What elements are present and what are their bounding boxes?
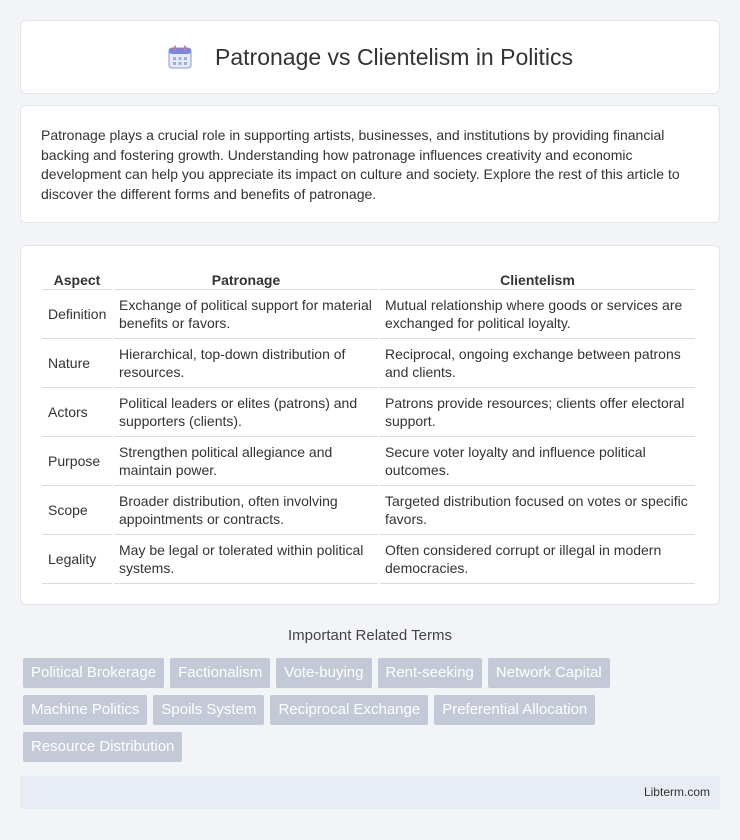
aspect-cell: Scope [42,486,112,535]
intro-card [20,105,720,223]
header-aspect: Aspect [42,266,112,290]
related-term-tag[interactable]: Political Brokerage [23,658,164,688]
comparison-table [40,266,697,584]
clientelism-cell: Reciprocal, ongoing exchange between patrons and clients. [380,339,695,388]
related-term-tag[interactable]: Machine Politics [23,695,147,725]
related-term-tag[interactable]: Preferential Allocation [434,695,595,725]
clientelism-cell: Mutual relationship where goods or services are exchanged for political loyalty. [380,290,695,339]
header-patronage: Patronage [114,266,378,290]
intro-paragraph: Patronage plays a crucial role in supporting artists, businesses, and institutions by providing financial backing and fostering growth. Understanding how patronage influences creativity and economic development can help you appreciate its impact on culture and society. Explore the rest of this article to discover the different forms and benefits of patronage. [41,127,680,202]
patronage-cell: Hierarchical, top-down distribution of resources. [114,339,378,388]
footer-site-link[interactable]: Libterm.com [643,785,710,799]
title-card [20,20,720,94]
calendar-icon [167,44,193,70]
patronage-cell: May be legal or tolerated within political systems. [114,535,378,584]
patronage-cell: Strengthen political allegiance and maintain power. [114,437,378,486]
comparison-card [20,245,720,605]
related-term-tag[interactable]: Vote-buying [276,658,371,688]
aspect-cell: Definition [42,290,112,339]
related-terms-list [23,658,683,762]
clientelism-cell: Often considered corrupt or illegal in modern democracies. [380,535,695,584]
clientelism-cell: Patrons provide resources; clients offer electoral support. [380,388,695,437]
table-row [42,535,695,584]
table-row [42,437,695,486]
patronage-cell: Exchange of political support for material benefits or favors. [114,290,378,339]
patronage-cell: Political leaders or elites (patrons) and supporters (clients). [114,388,378,437]
aspect-cell: Legality [42,535,112,584]
related-terms-title: Important Related Terms [288,627,452,644]
related-term-tag[interactable]: Spoils System [153,695,264,725]
table-row [42,388,695,437]
aspect-cell: Purpose [42,437,112,486]
patronage-cell: Broader distribution, often involving appointments or contracts. [114,486,378,535]
aspect-cell: Nature [42,339,112,388]
related-term-tag[interactable]: Resource Distribution [23,732,182,762]
table-row [42,486,695,535]
footer [20,776,720,809]
table-row [42,339,695,388]
related-term-tag[interactable]: Network Capital [488,658,610,688]
aspect-cell: Actors [42,388,112,437]
related-term-tag[interactable]: Reciprocal Exchange [270,695,428,725]
table-row [42,290,695,339]
related-term-tag[interactable]: Factionalism [170,658,270,688]
page-title: Patronage vs Clientelism in Politics [215,43,573,70]
table-header-row [42,266,695,290]
clientelism-cell: Secure voter loyalty and influence political outcomes. [380,437,695,486]
clientelism-cell: Targeted distribution focused on votes or specific favors. [380,486,695,535]
related-term-tag[interactable]: Rent-seeking [378,658,482,688]
header-clientelism: Clientelism [380,266,695,290]
